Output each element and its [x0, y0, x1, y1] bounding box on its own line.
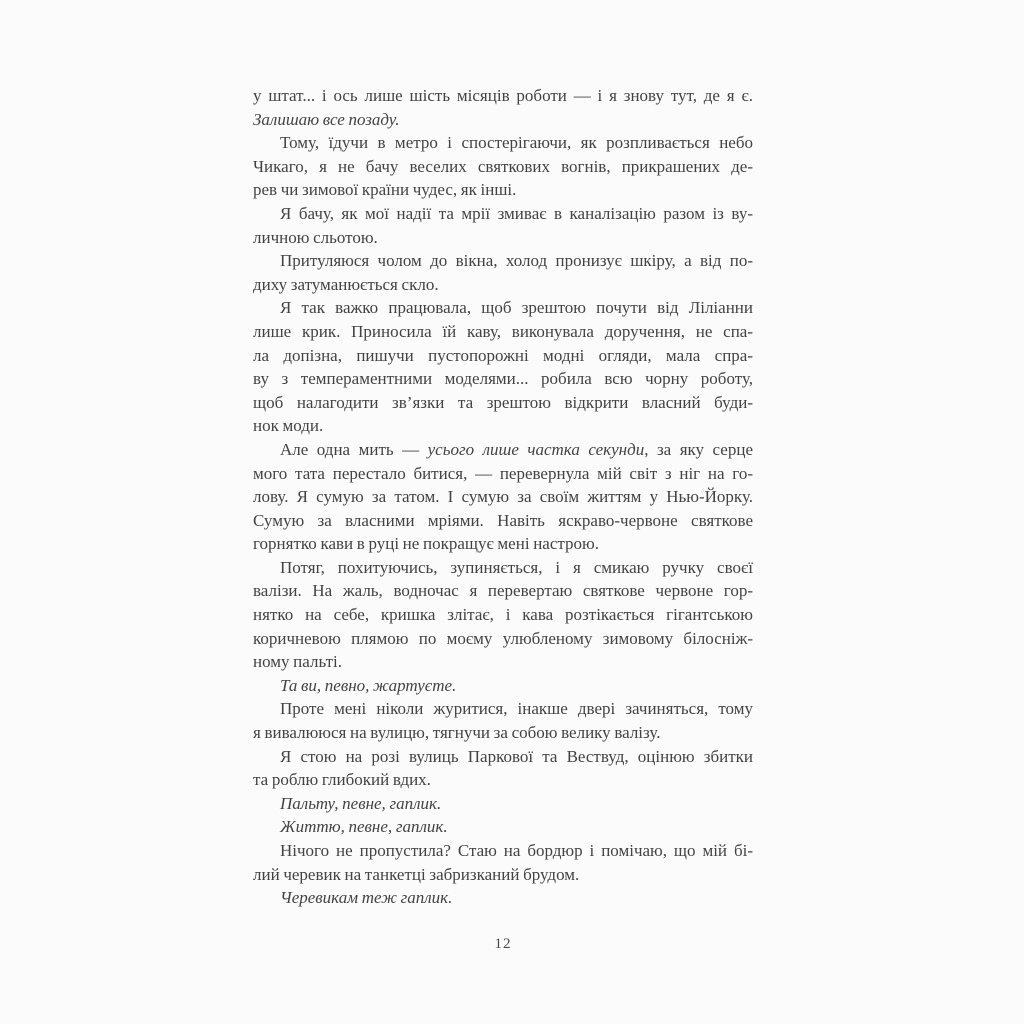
text-segment: у штат... і ось лише шість місяців роботи — і я знову тут, де я є. — [253, 86, 753, 105]
text-line — [253, 178, 753, 202]
text-line — [253, 509, 753, 533]
text-segment: Чикаго, я не бачу веселих святкових вогнів, прикрашених де- — [253, 156, 753, 176]
text-segment: Нічого не пропустила? Стаю на бордюр і помічаю, що мій бі- — [280, 841, 753, 860]
italic-text-segment: Черевикам теж гаплик. — [280, 888, 453, 908]
text-line — [253, 815, 753, 839]
text-segment: нятко на себе, кришка злітає, і кава розтікається гігантською — [253, 605, 753, 625]
text-segment: лише крик. Приносила їй каву, виконувала доручення, не спа- — [253, 321, 753, 341]
text-segment: ла допізна, пишучи пустопорожні модні огляди, мала спра- — [253, 345, 753, 365]
text-line — [253, 627, 753, 651]
text-line — [253, 485, 753, 509]
text-line — [253, 320, 753, 344]
text-line — [253, 108, 753, 132]
text-line — [253, 273, 753, 297]
text-line — [253, 674, 753, 698]
text-line — [253, 650, 753, 674]
text-line — [253, 249, 753, 273]
text-line — [253, 391, 753, 415]
text-segment: Я бачу, як мої надії та мрії змиває в каналізацію разом із ву- — [280, 203, 753, 223]
text-segment: Я стою на розі вулиць Паркової та Вествуд, оцінюю збитки — [280, 746, 753, 766]
text-segment: , за яку серце — [644, 439, 753, 459]
text-segment: мого тата перестало битися, — перевернула мій світ з ніг на го- — [253, 463, 753, 483]
text-segment: нок моди. — [253, 416, 324, 436]
text-line — [253, 532, 753, 556]
text-segment: Потяг, похитуючись, зупиняється, і я смикаю ручку своєї — [280, 557, 753, 577]
text-line — [253, 886, 753, 910]
text-segment: я вивалююся на вулицю, тягнучи за собою велику валізу. — [253, 723, 661, 743]
text-line — [253, 768, 753, 792]
text-line — [253, 226, 753, 250]
italic-text-segment: Та ви, певно, жартуєте. — [280, 675, 457, 695]
text-line — [253, 367, 753, 391]
text-line — [253, 697, 753, 721]
text-segment: Проте мені ніколи журитися, інакше двері зачиняться, тому — [280, 699, 753, 719]
text-line — [253, 131, 753, 155]
text-segment: Притуляюся чолом до вікна, холод пронизує шкіру, а від по- — [280, 251, 753, 271]
text-line — [253, 603, 753, 627]
text-segment: Але одна мить — — [280, 439, 428, 459]
text-line — [253, 863, 753, 887]
text-line — [253, 202, 753, 226]
text-segment: щоб налагодити зв’язки та зрештою відкрити власний буди- — [253, 392, 753, 412]
text-line — [253, 414, 753, 438]
text-block — [253, 84, 753, 910]
italic-text-segment: Пальту, певне, гаплик. — [280, 793, 442, 813]
text-segment: лову. Я сумую за татом. І сумую за своїм життям у Нью-Йорку. — [253, 487, 753, 507]
text-line — [253, 792, 753, 816]
italic-text-segment: Залишаю все позаду. — [253, 109, 400, 129]
text-line — [253, 556, 753, 580]
text-line — [253, 344, 753, 368]
text-line — [253, 84, 753, 108]
text-segment: личною сльотою. — [253, 227, 378, 247]
text-segment: коричневою плямою по моєму улюбленому зимовому білосніж- — [253, 628, 753, 648]
page-number: 12 — [494, 936, 512, 952]
text-segment: Сумую за власними мріями. Навіть яскраво-червоне святкове — [253, 510, 753, 530]
text-segment: Тому, їдучи в метро і спостерігаючи, як розпливається небо — [280, 133, 753, 153]
text-segment: диху затуманюється скло. — [253, 274, 439, 294]
text-segment: валізи. На жаль, водночас я перевертаю святкове червоне гор- — [253, 581, 753, 601]
text-segment: лий черевик на танкетці забризканий брудом. — [253, 864, 580, 884]
text-line — [253, 462, 753, 486]
text-segment: ному пальті. — [253, 652, 342, 672]
text-line — [253, 839, 753, 863]
text-line — [253, 579, 753, 603]
italic-text-segment: усього лише частка секунди — [427, 439, 645, 459]
text-line — [253, 745, 753, 769]
text-line — [253, 296, 753, 320]
text-segment: ву з темпераментними моделями... робила всю чорну роботу, — [253, 369, 753, 389]
text-line — [253, 721, 753, 745]
text-segment: рев чи зимової країни чудес, як інші. — [253, 180, 517, 200]
text-segment: та роблю глибокий вдих. — [253, 770, 431, 790]
text-segment: Я так важко працювала, щоб зрештою почути від Ліліанни — [280, 298, 753, 318]
text-segment: горнятко кави в руці не покращує мені настрою. — [253, 534, 599, 554]
text-line — [253, 438, 753, 462]
text-line — [253, 155, 753, 179]
italic-text-segment: Життю, певне, гаплик. — [280, 817, 448, 837]
